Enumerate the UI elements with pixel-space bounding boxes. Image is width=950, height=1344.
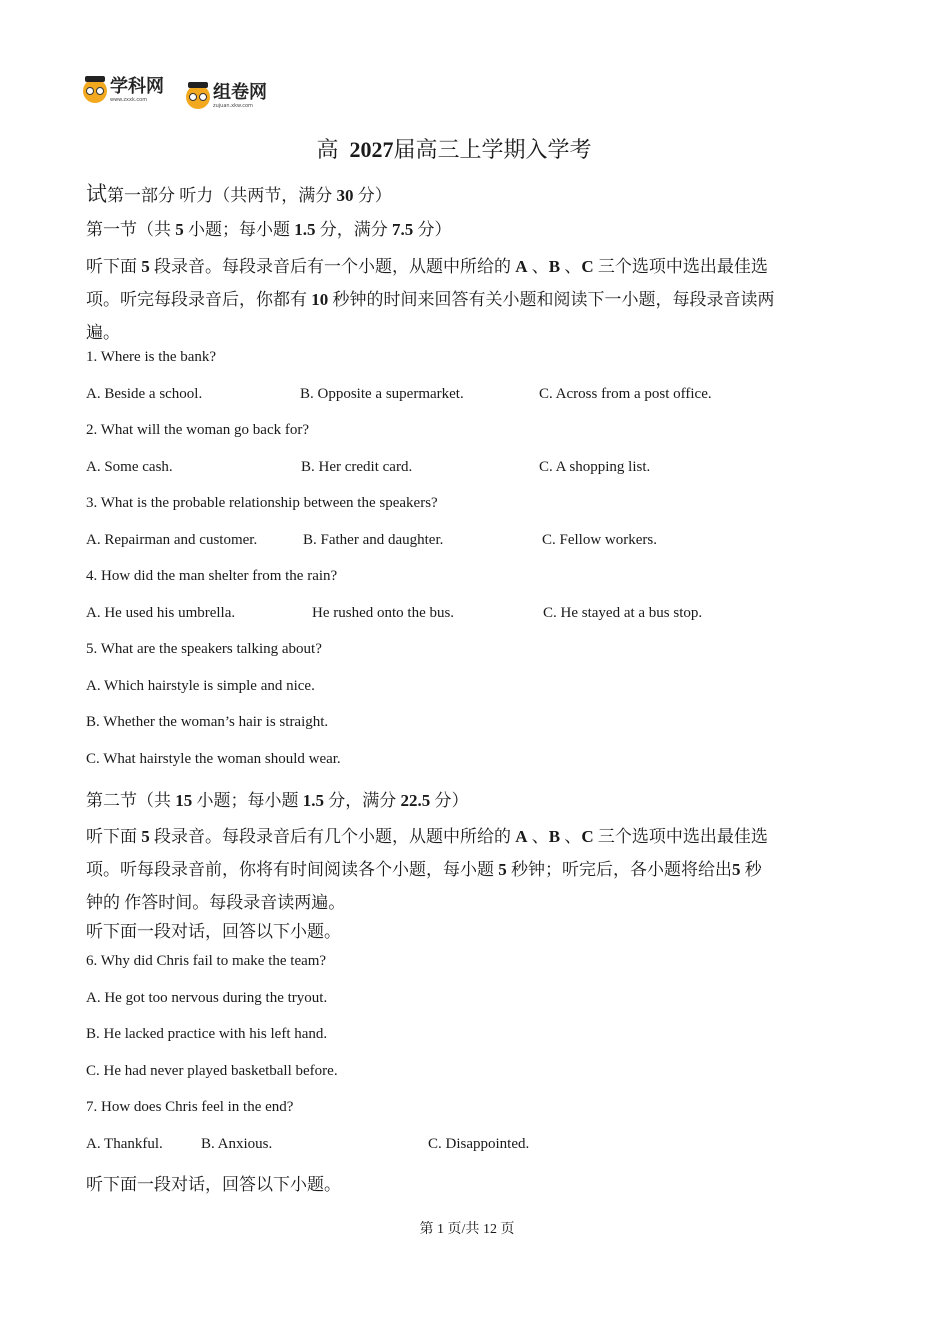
option-a: A. Some cash. [86,459,173,475]
option-a: A. Thankful. [86,1136,163,1152]
section2-heading: 第二节（共 15 小题；每小题 1.5 分，满分 22.5 分） [86,791,469,810]
option-b: B. Whether the woman’s hair is straight. [86,714,329,730]
xuekewang-logo [83,78,164,103]
section1-heading: 第一节（共 5 小题；每小题 1.5 分，满分 7.5 分） [86,220,452,239]
instructions1-line2: 项。听完每段录音后，你都有 10 秒钟的时间来回答有关小题和阅读下一小题，每段录音读两 [86,290,775,309]
option-a: A. He used his umbrella. [86,605,236,621]
logo-url: www.zxxk.com [110,97,148,103]
instructions2-line1: 听下面 5 段录音。每段录音后有几个小题，从题中所给的 A 、B 、C 三个选项中选出最佳选 [86,827,768,846]
question-stem: 5. What are the speakers talking about? [86,641,322,657]
option-b: B. Opposite a supermarket. [300,386,464,402]
option-b: B. Anxious. [201,1136,273,1152]
option-c: C. A shopping list. [539,459,651,475]
logo-name: 学科网 [110,76,164,97]
option-a: A. Which hairstyle is simple and nice. [86,678,315,694]
instructions2-line3: 钟的 作答时间。每段录音读两遍。 [86,893,346,912]
question-stem: 6. Why did Chris fail to make the team? [86,953,327,969]
question-stem: 3. What is the probable relationship between the speakers? [86,495,438,511]
option-a: A. He got too nervous during the tryout. [86,990,328,1006]
option-c: C. Across from a post office. [539,386,712,402]
option-b: B. Father and daughter. [303,532,444,548]
option-a: A. Repairman and customer. [86,532,258,548]
instructions2-line2: 项。听每段录音前，你将有时间阅读各个小题，每小题 5 秒钟；听完后，各小题将给出5 秒 [86,860,762,879]
option-b: He rushed onto the bus. [312,605,455,621]
listen-instruction: 听下面一段对话，回答以下小题。 [86,922,341,941]
option-b: B. Her credit card. [301,459,413,475]
page-title: 高 2027届高三上学期入学考 [316,137,592,162]
part1-heading: 试第一部分 听力（共两节，满分 30 分） [86,182,392,206]
option-c: C. Fellow workers. [542,532,657,548]
question-stem: 4. How did the man shelter from the rain? [86,568,338,584]
instructions1-line1: 听下面 5 段录音。每段录音后有一个小题，从题中所给的 A 、B 、C 三个选项中选出最佳选 [86,257,768,276]
question-stem: 1. Where is the bank? [86,349,217,365]
logo-name: 组卷网 [213,82,267,103]
logo-url: zujuan.xkw.com [213,103,253,109]
option-a: A. Beside a school. [86,386,203,402]
zujuanwang-logo [186,84,267,109]
question-stem: 7. How does Chris feel in the end? [86,1099,294,1115]
option-c: C. What hairstyle the woman should wear. [86,751,341,767]
instructions1-line3: 遍。 [86,323,120,342]
option-c: C. He had never played basketball before. [86,1063,338,1079]
listen-instruction: 听下面一段对话，回答以下小题。 [86,1175,341,1194]
owl-icon [83,79,107,103]
option-c: C. He stayed at a bus stop. [543,605,703,621]
question-stem: 2. What will the woman go back for? [86,422,309,438]
page-footer: 第 1 页/共 12 页 [419,1222,515,1237]
option-c: C. Disappointed. [428,1136,530,1152]
owl-icon [186,85,210,109]
option-b: B. He lacked practice with his left hand. [86,1026,328,1042]
